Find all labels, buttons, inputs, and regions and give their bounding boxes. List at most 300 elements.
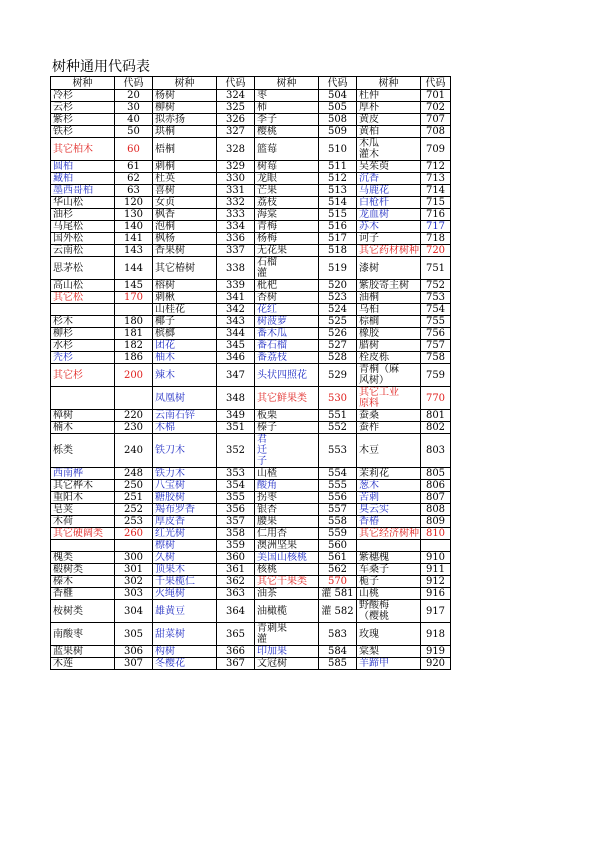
- code-cell: 702: [421, 102, 451, 114]
- species-cell: 花红: [255, 304, 319, 316]
- table-row: [51, 340, 451, 352]
- table-row: [51, 292, 451, 304]
- species-cell: 秃杉: [51, 352, 115, 364]
- species-cell: 冷杉: [51, 90, 115, 102]
- table-row: [51, 173, 451, 185]
- species-cell: 其它干果类: [255, 576, 319, 588]
- species-cell: 酸角: [255, 480, 319, 492]
- species-cell: 铁刀木: [153, 434, 217, 468]
- table-body: [51, 90, 451, 670]
- code-cell: 348: [217, 387, 255, 410]
- code-cell: 717: [421, 221, 451, 233]
- code-cell: 356: [217, 504, 255, 516]
- species-cell: 其它硬阔类: [51, 528, 115, 540]
- species-cell: 火绳树: [153, 588, 217, 600]
- code-cell: 701: [421, 90, 451, 102]
- species-cell: 山楂: [255, 468, 319, 480]
- table-row: [51, 114, 451, 126]
- species-cell: 枫香: [153, 209, 217, 221]
- code-cell: 801: [421, 410, 451, 422]
- code-cell: 331: [217, 185, 255, 197]
- table-row: [51, 646, 451, 658]
- species-cell: 厚朴: [357, 102, 421, 114]
- species-cell: 蚕柞: [357, 422, 421, 434]
- table-row: [51, 658, 451, 670]
- code-cell: 584: [319, 646, 357, 658]
- code-cell: 517: [319, 233, 357, 245]
- table-row: [51, 387, 451, 410]
- header-row: [51, 77, 451, 90]
- species-cell: 华山松: [51, 197, 115, 209]
- species-cell: 柚木: [153, 352, 217, 364]
- species-cell: 美国山核桃: [255, 552, 319, 564]
- code-cell: 170: [115, 292, 153, 304]
- species-cell: 番石榴: [255, 340, 319, 352]
- species-cell: 槐类: [51, 552, 115, 564]
- code-cell: 341: [217, 292, 255, 304]
- code-cell: 358: [217, 528, 255, 540]
- species-cell: 藏柏: [51, 173, 115, 185]
- header-cell: 树种: [357, 77, 421, 90]
- species-cell: 头状四照花: [255, 364, 319, 387]
- species-cell: 千果榄仁: [153, 576, 217, 588]
- code-cell: 220: [115, 410, 153, 422]
- species-cell: 杨梅: [255, 233, 319, 245]
- code-cell: 353: [217, 468, 255, 480]
- species-cell: 玫瑰: [357, 623, 421, 646]
- species-cell: 蚕桑: [357, 410, 421, 422]
- code-cell: 920: [421, 658, 451, 670]
- species-cell: 青刺果 灌: [255, 623, 319, 646]
- species-cell: 羊蹄甲: [357, 658, 421, 670]
- species-cell: 拐枣: [255, 492, 319, 504]
- code-cell: 810: [421, 528, 451, 540]
- species-cell: 香椿: [357, 516, 421, 528]
- code-cell: 552: [319, 422, 357, 434]
- code-cell: 300: [115, 552, 153, 564]
- species-cell: 雄黄豆: [153, 600, 217, 623]
- species-cell: 吴茱萸: [357, 161, 421, 173]
- code-cell: 230: [115, 422, 153, 434]
- code-cell: 519: [319, 257, 357, 280]
- code-cell: 252: [115, 504, 153, 516]
- code-cell: 802: [421, 422, 451, 434]
- species-cell: 团花: [153, 340, 217, 352]
- table-row: [51, 280, 451, 292]
- table-row: [51, 422, 451, 434]
- table-row: [51, 516, 451, 528]
- code-cell: 803: [421, 434, 451, 468]
- code-cell: 917: [421, 600, 451, 623]
- code-cell: 751: [421, 257, 451, 280]
- code-cell: [115, 304, 153, 316]
- species-cell: 栓皮栎: [357, 352, 421, 364]
- code-cell: 562: [319, 564, 357, 576]
- species-cell: 楠木: [51, 422, 115, 434]
- species-cell: 西南桦: [51, 468, 115, 480]
- species-cell: 木荷: [51, 516, 115, 528]
- species-cell: [51, 304, 115, 316]
- species-cell: 紫胶寄主树: [357, 280, 421, 292]
- code-cell: 120: [115, 197, 153, 209]
- code-cell: 60: [115, 138, 153, 161]
- code-cell: 63: [115, 185, 153, 197]
- code-cell: 144: [115, 257, 153, 280]
- code-cell: 505: [319, 102, 357, 114]
- code-cell: 713: [421, 173, 451, 185]
- table-row: [51, 328, 451, 340]
- table-row: [51, 492, 451, 504]
- species-cell: 椴树类: [51, 564, 115, 576]
- code-cell: 345: [217, 340, 255, 352]
- code-cell: 718: [421, 233, 451, 245]
- code-cell: 304: [115, 600, 153, 623]
- code-cell: 530: [319, 387, 357, 410]
- table-row: [51, 600, 451, 623]
- code-cell: 526: [319, 328, 357, 340]
- table-row: [51, 588, 451, 600]
- code-cell: 334: [217, 221, 255, 233]
- code-cell: 62: [115, 173, 153, 185]
- species-cell: 篮莓: [255, 138, 319, 161]
- species-cell: 八宝树: [153, 480, 217, 492]
- code-cell: 343: [217, 316, 255, 328]
- species-cell: 沉香: [357, 173, 421, 185]
- code-cell: 361: [217, 564, 255, 576]
- species-cell: 树菠萝: [255, 316, 319, 328]
- code-cell: 180: [115, 316, 153, 328]
- code-cell: [421, 540, 451, 552]
- species-cell: 木豆: [357, 434, 421, 468]
- code-cell: 912: [421, 576, 451, 588]
- species-cell: 青梅: [255, 221, 319, 233]
- table-row: [51, 623, 451, 646]
- code-cell: 253: [115, 516, 153, 528]
- species-cell: 樱桃: [255, 126, 319, 138]
- code-cell: 752: [421, 280, 451, 292]
- species-cell: 龙眼: [255, 173, 319, 185]
- species-cell: 南酸枣: [51, 623, 115, 646]
- code-cell: 灌 582: [319, 600, 357, 623]
- code-cell: 516: [319, 221, 357, 233]
- species-cell: 山桃: [357, 588, 421, 600]
- species-cell: 黄柏: [357, 126, 421, 138]
- species-cell: 辣木: [153, 364, 217, 387]
- code-cell: 182: [115, 340, 153, 352]
- species-cell: 臭云实: [357, 504, 421, 516]
- species-cell: 仁用杏: [255, 528, 319, 540]
- code-cell: 365: [217, 623, 255, 646]
- species-cell: 马鹿花: [357, 185, 421, 197]
- code-cell: 61: [115, 161, 153, 173]
- header-cell: 代码: [421, 77, 451, 90]
- species-cell: 油杉: [51, 209, 115, 221]
- code-cell: 357: [217, 516, 255, 528]
- species-cell: 乌桕: [357, 304, 421, 316]
- header-cell: 代码: [319, 77, 357, 90]
- species-cell: 香榧: [51, 588, 115, 600]
- table-row: [51, 90, 451, 102]
- species-cell: 茉莉花: [357, 468, 421, 480]
- code-cell: 558: [319, 516, 357, 528]
- code-cell: 359: [217, 540, 255, 552]
- species-cell: 漆树: [357, 257, 421, 280]
- code-cell: 324: [217, 90, 255, 102]
- header-cell: 代码: [217, 77, 255, 90]
- code-cell: 327: [217, 126, 255, 138]
- code-cell: 559: [319, 528, 357, 540]
- code-cell: 200: [115, 364, 153, 387]
- species-cell: 喜树: [153, 185, 217, 197]
- code-cell: 352: [217, 434, 255, 468]
- species-cell: 香果树: [153, 245, 217, 257]
- species-code-table: [50, 76, 451, 670]
- table-row: [51, 504, 451, 516]
- code-cell: 523: [319, 292, 357, 304]
- code-cell: 145: [115, 280, 153, 292]
- species-cell: 车桑子: [357, 564, 421, 576]
- species-cell: 其它杉: [51, 364, 115, 387]
- code-cell: 910: [421, 552, 451, 564]
- species-cell: 黄皮: [357, 114, 421, 126]
- code-cell: 333: [217, 209, 255, 221]
- code-cell: 354: [217, 480, 255, 492]
- page-title: 树种通用代码表: [52, 59, 150, 75]
- table-row: [51, 410, 451, 422]
- code-cell: 759: [421, 364, 451, 387]
- code-cell: 570: [319, 576, 357, 588]
- code-cell: [115, 540, 153, 552]
- code-cell: 332: [217, 197, 255, 209]
- species-cell: 久树: [153, 552, 217, 564]
- species-cell: [51, 540, 115, 552]
- code-cell: 363: [217, 588, 255, 600]
- species-cell: 其它柏木: [51, 138, 115, 161]
- code-cell: 557: [319, 504, 357, 516]
- species-cell: 葱木: [357, 480, 421, 492]
- code-cell: 342: [217, 304, 255, 316]
- code-cell: 715: [421, 197, 451, 209]
- code-cell: 325: [217, 102, 255, 114]
- table-row: [51, 257, 451, 280]
- species-cell: 冬樱花: [153, 658, 217, 670]
- code-cell: 712: [421, 161, 451, 173]
- code-cell: 918: [421, 623, 451, 646]
- table-row: [51, 316, 451, 328]
- species-cell: 梧桐: [153, 138, 217, 161]
- species-cell: 杜仲: [357, 90, 421, 102]
- species-cell: 栎类: [51, 434, 115, 468]
- table-row: [51, 528, 451, 540]
- species-cell: 棠梨: [357, 646, 421, 658]
- code-cell: 336: [217, 233, 255, 245]
- code-cell: 360: [217, 552, 255, 564]
- code-cell: 307: [115, 658, 153, 670]
- species-cell: 板栗: [255, 410, 319, 422]
- code-cell: 346: [217, 352, 255, 364]
- species-cell: 樟树: [51, 410, 115, 422]
- code-cell: 344: [217, 328, 255, 340]
- table-row: [51, 468, 451, 480]
- code-cell: 302: [115, 576, 153, 588]
- code-cell: 326: [217, 114, 255, 126]
- species-cell: 马尾松: [51, 221, 115, 233]
- species-cell: 腰果: [255, 516, 319, 528]
- code-cell: 770: [421, 387, 451, 410]
- species-cell: 女贞: [153, 197, 217, 209]
- code-cell: 240: [115, 434, 153, 468]
- table-row: [51, 197, 451, 209]
- code-cell: 809: [421, 516, 451, 528]
- code-cell: 808: [421, 504, 451, 516]
- header-cell: 代码: [115, 77, 153, 90]
- species-cell: 棕榈: [357, 316, 421, 328]
- species-cell: 桉树类: [51, 600, 115, 623]
- code-cell: 141: [115, 233, 153, 245]
- species-cell: 水杉: [51, 340, 115, 352]
- species-cell: 栀子: [357, 576, 421, 588]
- species-cell: 番木瓜: [255, 328, 319, 340]
- code-cell: 40: [115, 114, 153, 126]
- species-cell: 泡桐: [153, 221, 217, 233]
- code-cell: 512: [319, 173, 357, 185]
- table-row: [51, 245, 451, 257]
- species-cell: 云南石锌: [153, 410, 217, 422]
- species-cell: 重阳木: [51, 492, 115, 504]
- code-cell: 554: [319, 468, 357, 480]
- species-cell: 紫穗槐: [357, 552, 421, 564]
- species-cell: 铁杉: [51, 126, 115, 138]
- code-cell: 556: [319, 492, 357, 504]
- species-cell: 文冠树: [255, 658, 319, 670]
- species-cell: 油橄榄: [255, 600, 319, 623]
- species-cell: [357, 540, 421, 552]
- code-cell: 757: [421, 340, 451, 352]
- table-row: [51, 552, 451, 564]
- code-cell: 337: [217, 245, 255, 257]
- code-cell: 509: [319, 126, 357, 138]
- species-cell: 凤凰树: [153, 387, 217, 410]
- species-cell: 榛子: [255, 422, 319, 434]
- species-cell: 国外松: [51, 233, 115, 245]
- species-cell: 墨西哥柏: [51, 185, 115, 197]
- species-cell: 榛木: [51, 576, 115, 588]
- species-cell: [51, 387, 115, 410]
- table-row: [51, 576, 451, 588]
- table-row: [51, 126, 451, 138]
- species-cell: 刺桐: [153, 161, 217, 173]
- table-row: [51, 102, 451, 114]
- code-cell: 362: [217, 576, 255, 588]
- species-cell: 番荔枝: [255, 352, 319, 364]
- code-cell: 30: [115, 102, 153, 114]
- code-cell: 518: [319, 245, 357, 257]
- species-cell: 珙桐: [153, 126, 217, 138]
- code-cell: 528: [319, 352, 357, 364]
- species-cell: 槟榔: [153, 328, 217, 340]
- code-cell: 181: [115, 328, 153, 340]
- code-cell: 329: [217, 161, 255, 173]
- code-cell: 186: [115, 352, 153, 364]
- species-cell: 杏树: [255, 292, 319, 304]
- code-cell: 250: [115, 480, 153, 492]
- species-cell: 紫杉: [51, 114, 115, 126]
- species-cell: 高山松: [51, 280, 115, 292]
- table-row: [51, 221, 451, 233]
- species-cell: 其它鲜果类: [255, 387, 319, 410]
- code-cell: 525: [319, 316, 357, 328]
- species-cell: 榕树: [153, 280, 217, 292]
- code-cell: 514: [319, 197, 357, 209]
- species-cell: 木瓜 灌木: [357, 138, 421, 161]
- species-cell: 无花果: [255, 245, 319, 257]
- species-cell: 澳洲坚果: [255, 540, 319, 552]
- species-cell: 芒果: [255, 185, 319, 197]
- species-cell: 羯布罗香: [153, 504, 217, 516]
- species-cell: 其它药材树种: [357, 245, 421, 257]
- species-cell: 杜英: [153, 173, 217, 185]
- table-row: [51, 352, 451, 364]
- species-cell: 蓝果树: [51, 646, 115, 658]
- species-cell: 厚皮香: [153, 516, 217, 528]
- code-cell: 20: [115, 90, 153, 102]
- table-row: [51, 185, 451, 197]
- code-cell: 708: [421, 126, 451, 138]
- code-cell: 527: [319, 340, 357, 352]
- species-cell: 其它椿树: [153, 257, 217, 280]
- species-cell: 油茶: [255, 588, 319, 600]
- header-cell: 树种: [255, 77, 319, 90]
- code-cell: 807: [421, 492, 451, 504]
- code-cell: 555: [319, 480, 357, 492]
- code-cell: 560: [319, 540, 357, 552]
- table-row: [51, 233, 451, 245]
- code-cell: 515: [319, 209, 357, 221]
- species-cell: 树莓: [255, 161, 319, 173]
- code-cell: 366: [217, 646, 255, 658]
- code-cell: 805: [421, 468, 451, 480]
- species-cell: 其它经济树种: [357, 528, 421, 540]
- species-cell: 腊树: [357, 340, 421, 352]
- code-cell: 351: [217, 422, 255, 434]
- code-cell: 513: [319, 185, 357, 197]
- species-cell: 圆柏: [51, 161, 115, 173]
- code-cell: 364: [217, 600, 255, 623]
- table-row: [51, 540, 451, 552]
- species-cell: 椰子: [153, 316, 217, 328]
- code-cell: 灌 581: [319, 588, 357, 600]
- species-cell: 青桐（麻 风树）: [357, 364, 421, 387]
- table-row: [51, 434, 451, 468]
- species-cell: 檫树: [153, 540, 217, 552]
- species-cell: 杉木: [51, 316, 115, 328]
- code-cell: 504: [319, 90, 357, 102]
- table-row: [51, 304, 451, 316]
- code-cell: 756: [421, 328, 451, 340]
- species-cell: 诃子: [357, 233, 421, 245]
- code-cell: 561: [319, 552, 357, 564]
- code-cell: 303: [115, 588, 153, 600]
- species-cell: 核桃: [255, 564, 319, 576]
- code-cell: 306: [115, 646, 153, 658]
- species-cell: 枫杨: [153, 233, 217, 245]
- species-cell: 枇杷: [255, 280, 319, 292]
- species-cell: 思茅松: [51, 257, 115, 280]
- species-cell: 杨树: [153, 90, 217, 102]
- code-cell: 301: [115, 564, 153, 576]
- code-cell: 524: [319, 304, 357, 316]
- species-cell: 印加果: [255, 646, 319, 658]
